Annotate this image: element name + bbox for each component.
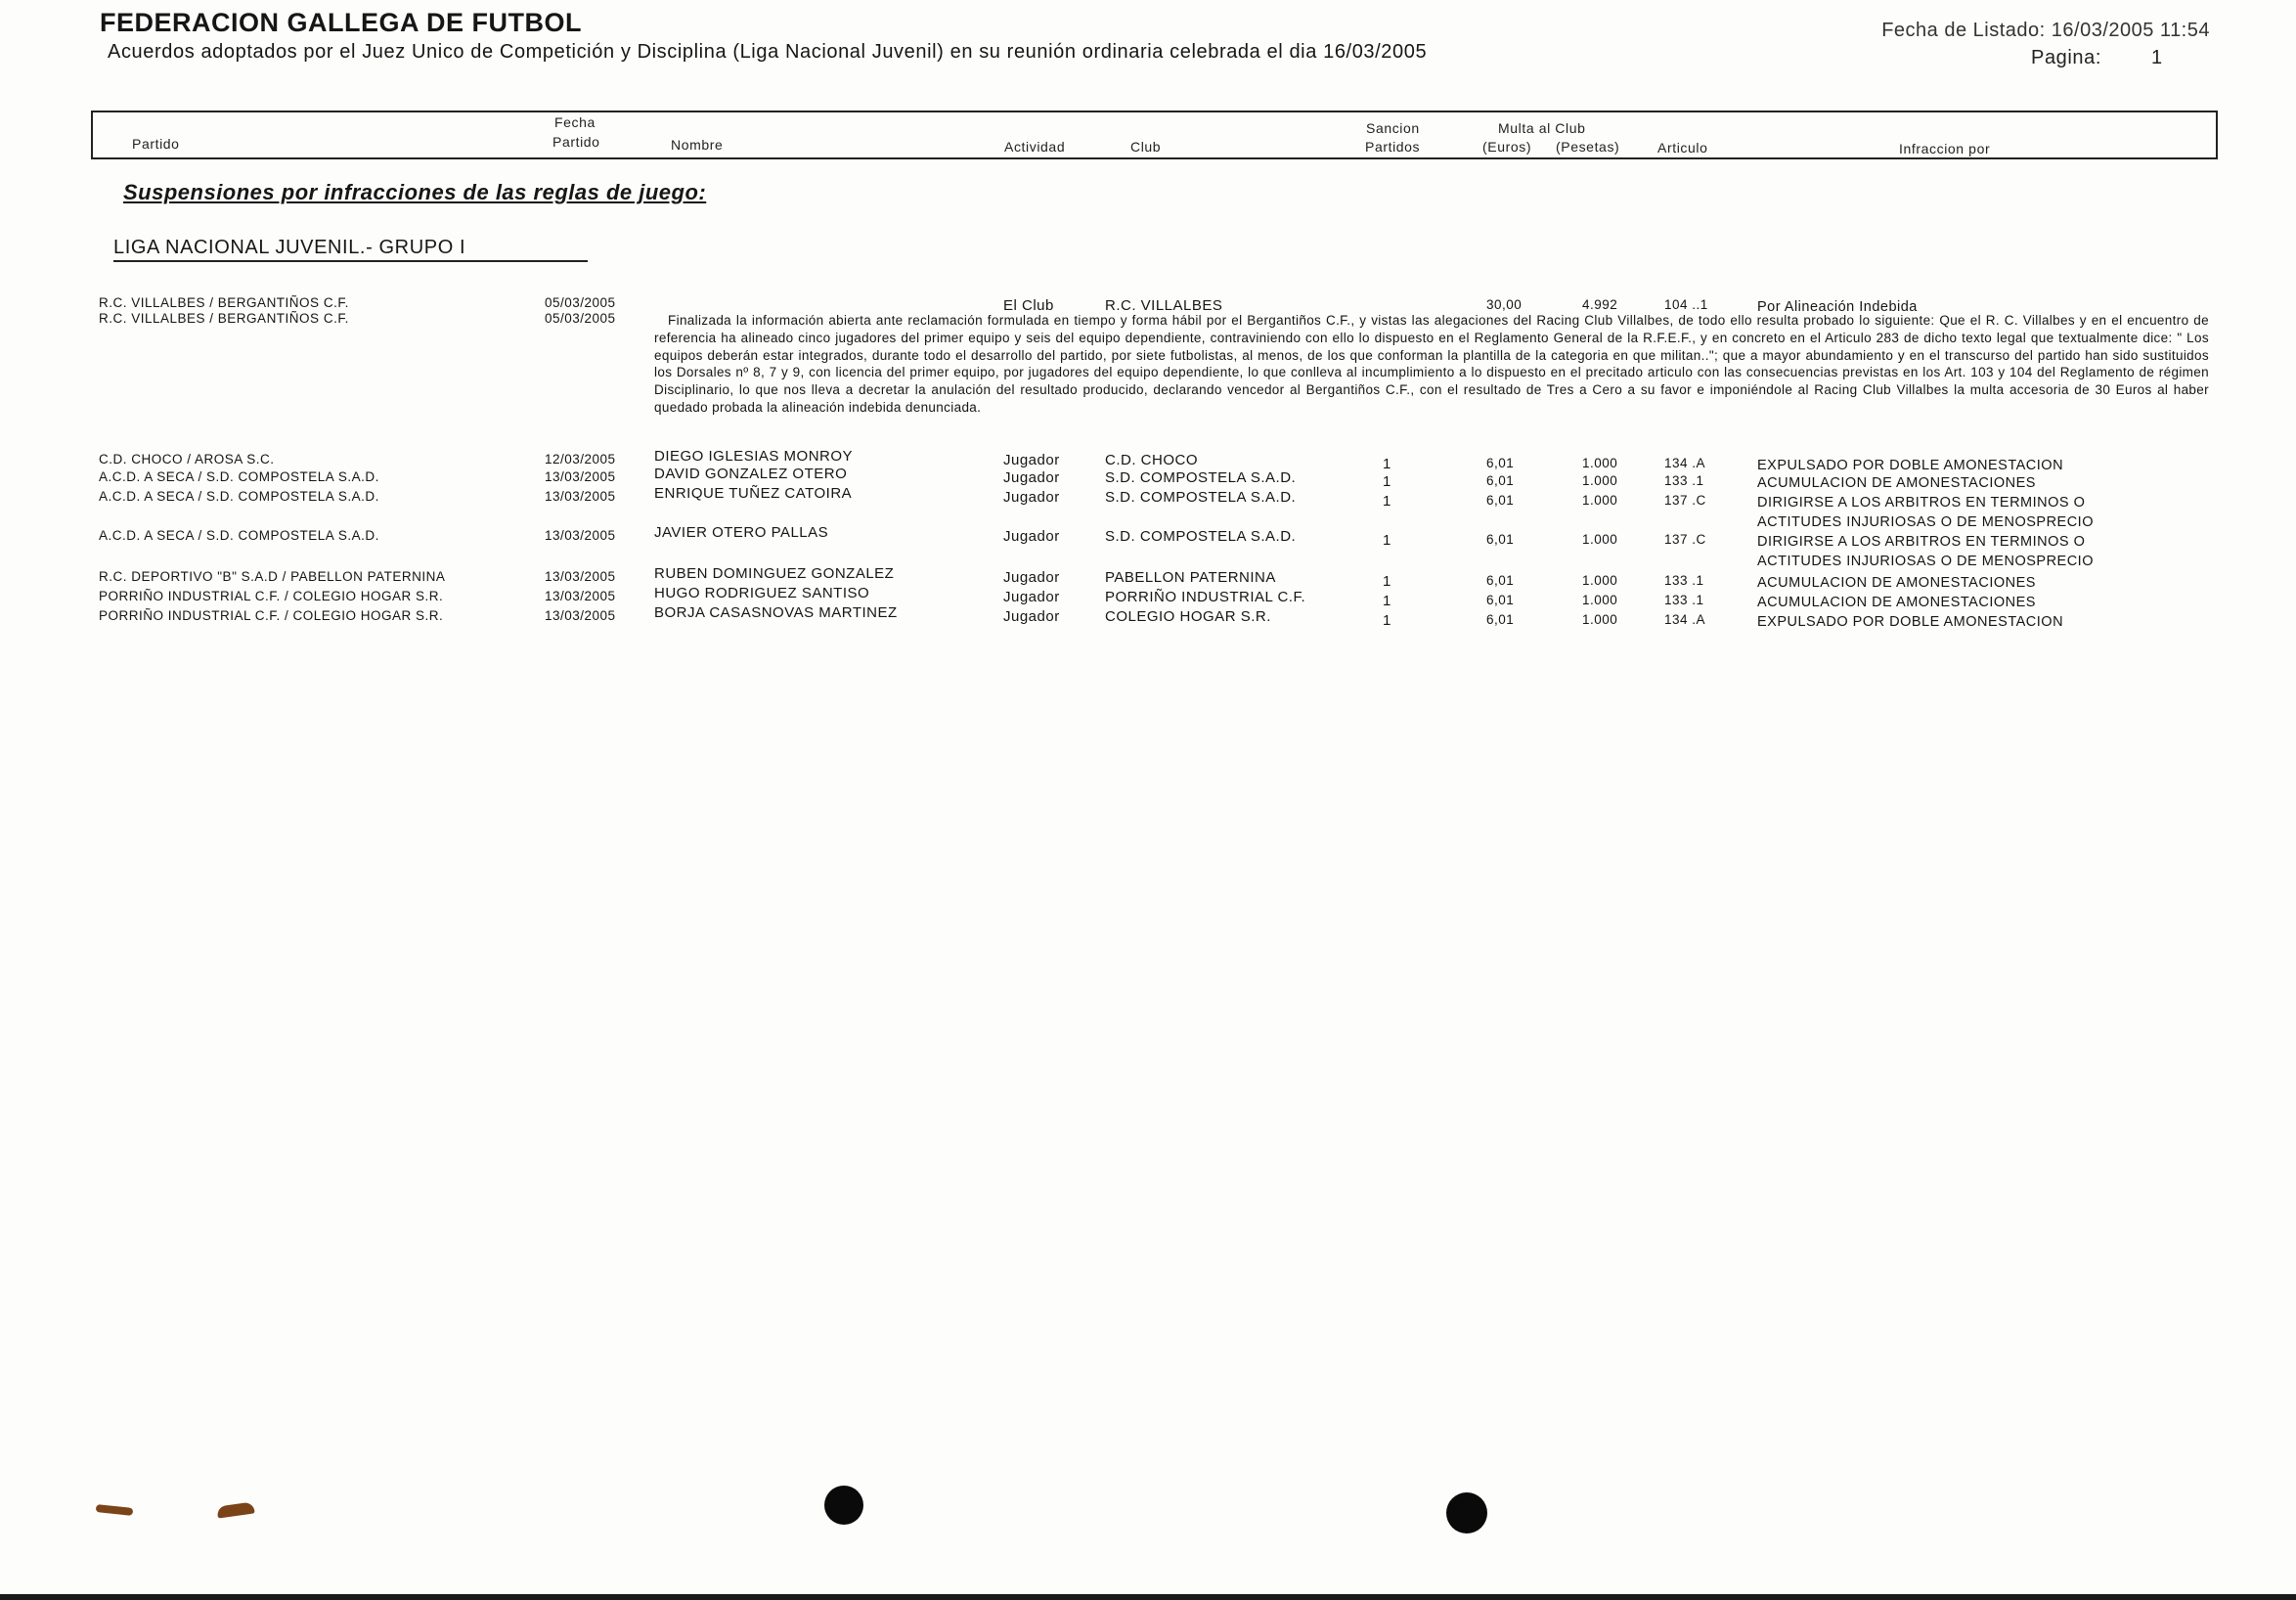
- cell-club: S.D. COMPOSTELA S.A.D.: [1105, 469, 1297, 486]
- cell-actividad: Jugador: [1003, 569, 1060, 586]
- col-actividad: Actividad: [1004, 139, 1066, 155]
- cell-pesetas: 1.000: [1582, 456, 1618, 470]
- page-number: 1: [2151, 47, 2163, 68]
- col-sancion-partidos: Partidos: [1365, 139, 1421, 155]
- group-title: LIGA NACIONAL JUVENIL.- GRUPO I: [113, 237, 466, 258]
- cell-actividad: Jugador: [1003, 589, 1060, 605]
- cell-fecha: 13/03/2005: [545, 469, 616, 484]
- cell-infraccion: EXPULSADO POR DOBLE AMONESTACION: [1757, 614, 2064, 630]
- cell-nombre: BORJA CASASNOVAS MARTINEZ: [654, 604, 898, 621]
- cell-infraccion: ACUMULACION DE AMONESTACIONES: [1757, 575, 2036, 591]
- cell-pesetas: 1.000: [1582, 612, 1618, 627]
- cell-euros: 6,01: [1486, 456, 1515, 470]
- cell-nombre: DIEGO IGLESIAS MONROY: [654, 448, 854, 465]
- cell-pesetas: 1.000: [1582, 573, 1618, 588]
- col-euros: (Euros): [1482, 139, 1532, 155]
- cell-club: C.D. CHOCO: [1105, 452, 1198, 468]
- cell-partido: A.C.D. A SECA / S.D. COMPOSTELA S.A.D.: [99, 528, 379, 543]
- page-label: Pagina:: [2031, 47, 2102, 68]
- cell-actividad: Jugador: [1003, 469, 1060, 486]
- cell-club: R.C. VILLALBES: [1105, 297, 1223, 314]
- cell-nombre: JAVIER OTERO PALLAS: [654, 524, 829, 541]
- cell-partido: PORRIÑO INDUSTRIAL C.F. / COLEGIO HOGAR S.R.: [99, 589, 444, 603]
- col-fecha: Fecha: [554, 114, 596, 130]
- cell-nombre: DAVID GONZALEZ OTERO: [654, 466, 848, 482]
- cell-infraccion: EXPULSADO POR DOBLE AMONESTACION: [1757, 458, 2064, 473]
- cell-pesetas: 1.000: [1582, 532, 1618, 547]
- cell-infraccion: ACTITUDES INJURIOSAS O DE MENOSPRECIO: [1757, 554, 2094, 569]
- cell-sancion: 1: [1383, 456, 1391, 472]
- cell-infraccion: Por Alineación Indebida: [1757, 299, 1918, 315]
- cell-actividad: Jugador: [1003, 452, 1060, 468]
- col-nombre: Nombre: [671, 137, 724, 153]
- cell-actividad: Jugador: [1003, 489, 1060, 506]
- cell-infraccion: ACUMULACION DE AMONESTACIONES: [1757, 595, 2036, 610]
- paper-stain: [216, 1501, 254, 1518]
- cell-pesetas: 1.000: [1582, 473, 1618, 488]
- section-title: Suspensiones por infracciones de las reglas de juego:: [123, 180, 707, 204]
- cell-actividad: Jugador: [1003, 608, 1060, 625]
- cell-partido: PORRIÑO INDUSTRIAL C.F. / COLEGIO HOGAR S.R.: [99, 608, 444, 623]
- cell-articulo: 104 ..1: [1664, 297, 1708, 312]
- cell-pesetas: 1.000: [1582, 593, 1618, 607]
- cell-partido: R.C. VILLALBES / BERGANTIÑOS C.F.: [99, 311, 349, 326]
- cell-pesetas: 1.000: [1582, 493, 1618, 508]
- col-sancion: Sancion: [1366, 120, 1420, 136]
- cell-infraccion: DIRIGIRSE A LOS ARBITROS EN TERMINOS O: [1757, 495, 2086, 511]
- cell-sancion: 1: [1383, 473, 1391, 490]
- cell-euros: 6,01: [1486, 493, 1515, 508]
- cell-infraccion: ACUMULACION DE AMONESTACIONES: [1757, 475, 2036, 491]
- cell-sancion: 1: [1383, 493, 1391, 510]
- paper-stain: [96, 1504, 134, 1516]
- cell-fecha: 13/03/2005: [545, 589, 616, 603]
- col-articulo: Articulo: [1657, 140, 1708, 156]
- cell-club: PORRIÑO INDUSTRIAL C.F.: [1105, 589, 1306, 605]
- col-infraccion: Infraccion por: [1899, 141, 1991, 156]
- cell-pesetas: 4.992: [1582, 297, 1618, 312]
- cell-partido: A.C.D. A SECA / S.D. COMPOSTELA S.A.D.: [99, 489, 379, 504]
- group-title-underline: [113, 260, 588, 262]
- cell-infraccion: DIRIGIRSE A LOS ARBITROS EN TERMINOS O: [1757, 534, 2086, 550]
- punch-hole: [1446, 1492, 1487, 1533]
- cell-nombre: RUBEN DOMINGUEZ GONZALEZ: [654, 565, 895, 582]
- cell-fecha: 13/03/2005: [545, 569, 616, 584]
- document-subtitle: Acuerdos adoptados por el Juez Unico de Competición y Disciplina (Liga Nacional Juvenil) en su reunión ordinaria celebrada el dia 16/03/2005: [108, 41, 1428, 63]
- organization-title: FEDERACION GALLEGA DE FUTBOL: [100, 8, 582, 37]
- cell-euros: 6,01: [1486, 473, 1515, 488]
- cell-nombre: HUGO RODRIGUEZ SANTISO: [654, 585, 870, 601]
- cell-partido: R.C. DEPORTIVO "B" S.A.D / PABELLON PATERNINA: [99, 569, 446, 584]
- cell-articulo: 133 .1: [1664, 593, 1704, 607]
- cell-fecha: 13/03/2005: [545, 489, 616, 504]
- scan-edge: [0, 1594, 2296, 1600]
- cell-euros: 30,00: [1486, 297, 1523, 312]
- cell-nombre: ENRIQUE TUÑEZ CATOIRA: [654, 485, 853, 502]
- punch-hole: [824, 1486, 863, 1525]
- cell-articulo: 134 .A: [1664, 612, 1706, 627]
- cell-sancion: 1: [1383, 593, 1391, 609]
- cell-fecha: 13/03/2005: [545, 528, 616, 543]
- col-fecha-partido: Partido: [552, 134, 600, 150]
- cell-club: S.D. COMPOSTELA S.A.D.: [1105, 489, 1297, 506]
- cell-club: S.D. COMPOSTELA S.A.D.: [1105, 528, 1297, 545]
- cell-sancion: 1: [1383, 532, 1391, 549]
- cell-club: PABELLON PATERNINA: [1105, 569, 1276, 586]
- cell-sancion: 1: [1383, 573, 1391, 590]
- cell-partido: C.D. CHOCO / AROSA S.C.: [99, 452, 275, 467]
- cell-articulo: 133 .1: [1664, 473, 1704, 488]
- cell-articulo: 133 .1: [1664, 573, 1704, 588]
- listing-date: Fecha de Listado: 16/03/2005 11:54: [1881, 20, 2210, 41]
- column-header-box: [91, 111, 2218, 159]
- cell-articulo: 137 .C: [1664, 493, 1706, 508]
- col-multa: Multa al Club: [1498, 120, 1586, 136]
- cell-fecha: 12/03/2005: [545, 452, 616, 467]
- cell-euros: 6,01: [1486, 612, 1515, 627]
- cell-euros: 6,01: [1486, 593, 1515, 607]
- cell-partido: R.C. VILLALBES / BERGANTIÑOS C.F.: [99, 295, 349, 310]
- col-club: Club: [1130, 139, 1162, 155]
- cell-sancion: 1: [1383, 612, 1391, 629]
- cell-fecha: 05/03/2005: [545, 311, 616, 326]
- cell-articulo: 137 .C: [1664, 532, 1706, 547]
- cell-actividad: Jugador: [1003, 528, 1060, 545]
- cell-euros: 6,01: [1486, 573, 1515, 588]
- cell-fecha: 05/03/2005: [545, 295, 616, 310]
- cell-infraccion: ACTITUDES INJURIOSAS O DE MENOSPRECIO: [1757, 514, 2094, 530]
- col-partido: Partido: [132, 136, 180, 152]
- cell-club: COLEGIO HOGAR S.R.: [1105, 608, 1271, 625]
- cell-fecha: 13/03/2005: [545, 608, 616, 623]
- cell-articulo: 134 .A: [1664, 456, 1706, 470]
- col-pesetas: (Pesetas): [1556, 139, 1620, 155]
- cell-euros: 6,01: [1486, 532, 1515, 547]
- resolution-text: Finalizada la información abierta ante reclamación formulada en tiempo y forma hábil por el Bergantiños C.F., y vistas las alegaciones del Racing Club Villalbes, de todo ello resulta probado lo siguiente: Que el R. C. Villalbes y en el encuentro de referencia ha alineado cinco jugadores del primer equipo y seis del equipo dependiente, contraviniendo con ello lo dispuesto en el Reglamento General de la R.F.E.F., y en concreto en el Articulo 283 de dicho texto legal que textualmente dice: " Los equipos deberán estar integrados, durante todo el desarrollo del partido, por siete futbolistas, al menos, de los que conforman la plantilla de la categoria en que militan.."; que a mayor abundamiento y en el transcurso del partido han sido sustituidos los Dorsales nº 8, 7 y 9, con licencia del primer equipo, por jugadores del equipo dependiente, lo que conlleva al incumplimiento a lo dispuesto en el precitado articulo con las consecuencias previstas en los Art. 103 y 104 del Reglamento de régimen Disciplinario, lo que nos lleva a decretar la anulación del resultado producido, declarando vencedor al Bergantiños C.F., con el resultado de Tres a Cero a su favor e imponiéndole al Racing Club Villalbes la multa accesoria de 30 Euros al haber quedado probada la alineación indebida denunciada.: [654, 313, 2209, 415]
- cell-partido: A.C.D. A SECA / S.D. COMPOSTELA S.A.D.: [99, 469, 379, 484]
- cell-actividad: El Club: [1003, 297, 1054, 314]
